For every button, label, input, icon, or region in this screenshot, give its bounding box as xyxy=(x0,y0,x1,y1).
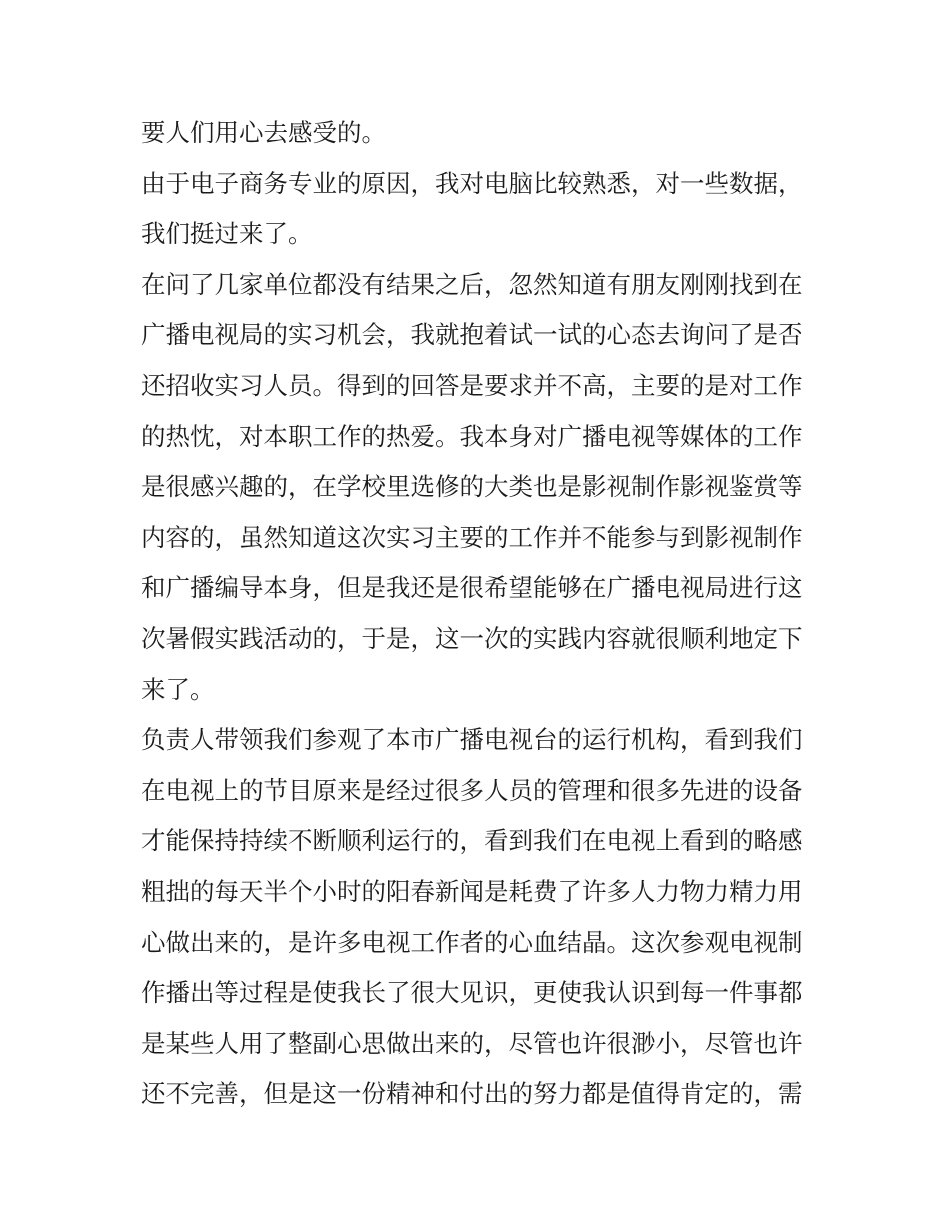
document-body xyxy=(141,108,821,1120)
text-line: 和广播编导本身，但是我还是很希望能够在广播电视局进行这 xyxy=(141,573,803,603)
text-line: 是某些人用了整副心思做出来的，尽管也许很渺小，尽管也许 xyxy=(141,1028,803,1058)
text-line: 作播出等过程是使我长了很大见识，更使我认识到每一件事都 xyxy=(141,978,803,1008)
text-line: 是很感兴趣的，在学校里选修的大类也是影视制作影视鉴赏等 xyxy=(141,472,803,502)
text-line: 负责人带领我们参观了本市广播电视台的运行机构，看到我们 xyxy=(141,725,803,755)
text-line: 心做出来的，是许多电视工作者的心血结晶。这次参观电视制 xyxy=(141,927,803,957)
text-line: 要人们用心去感受的。 xyxy=(141,118,386,147)
text-line: 在问了几家单位都没有结果之后，忽然知道有朋友刚刚找到在 xyxy=(141,269,803,299)
text-line: 我们挺过来了。 xyxy=(141,219,313,249)
text-line: 次暑假实践活动的，于是，这一次的实践内容就很顺利地定下 xyxy=(141,623,803,653)
text-line: 还不完善，但是这一份精神和付出的努力都是值得肯定的，需 xyxy=(141,1079,803,1109)
text-line: 来了。 xyxy=(141,674,215,704)
text-line: 内容的，虽然知道这次实习主要的工作并不能参与到影视制作 xyxy=(141,522,803,552)
text-line: 粗拙的每天半个小时的阳春新闻是耗费了许多人力物力精力用 xyxy=(141,876,803,906)
text-line: 还招收实习人员。得到的回答是要求并不高，主要的是对工作 xyxy=(141,370,803,400)
text-line: 才能保持持续不断顺利运行的，看到我们在电视上看到的略感 xyxy=(141,826,803,856)
text-line: 由于电子商务专业的原因，我对电脑比较熟悉，对一些数据， xyxy=(141,168,803,198)
text-line: 在电视上的节目原来是经过很多人员的管理和很多先进的设备 xyxy=(141,775,803,805)
text-line: 广播电视局的实习机会，我就抱着试一试的心态去询问了是否 xyxy=(141,320,803,350)
text-line: 的热忱，对本职工作的热爱。我本身对广播电视等媒体的工作 xyxy=(141,421,803,451)
